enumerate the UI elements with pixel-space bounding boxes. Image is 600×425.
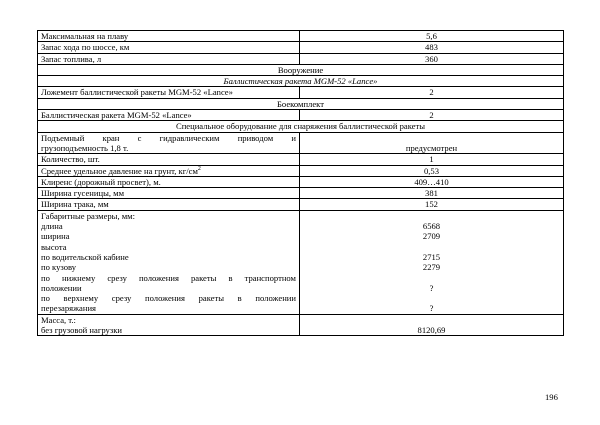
dims-title: Габаритные размеры, мм: [41,210,136,221]
row-value-crane: предусмотрен [300,132,564,154]
row-value-fuel: 360 [300,53,564,64]
row-label-track-link: Ширина трака, мм [38,199,300,210]
row-label-count: Количество, шт. [38,154,300,165]
dims-transport-value: ? [429,282,434,293]
dims-height-label: высота [41,241,67,252]
table-row [38,31,564,42]
dims-transport-line-1: по нижнему срезу положения ракеты в транспортном [41,272,296,283]
row-label-crane [38,132,300,154]
row-value-count: 1 [300,154,564,165]
mass-label: без грузовой нагрузки [41,325,122,336]
ground-pressure-text: Среднее удельное давление на грунт, кг/см [41,165,198,176]
table-row [38,188,564,199]
row-value-ammo-missile: 2 [300,110,564,121]
mass-value: 8120,69 [417,325,446,336]
dims-body-value: 2279 [422,262,441,273]
row-label-fuel: Запас топлива, л [38,53,300,64]
dims-width-value: 2709 [422,231,441,242]
section-ammo-heading: Боекомплект [38,98,564,109]
dims-cab-value: 2715 [422,251,441,262]
table-row [38,98,564,109]
table-row [38,176,564,187]
table-row [38,165,564,176]
ground-pressure-sup: 2 [197,165,201,172]
table-row [38,314,564,336]
crane-line-2: грузоподъемность 1,8 т. [41,142,129,153]
table-row [38,87,564,98]
section-armament-heading: Вооружение [38,64,564,75]
row-value-clearance: 409…410 [300,176,564,187]
dims-reload-line-1: по верхнему срезу положения ракеты в положении [41,293,296,304]
table-row [38,199,564,210]
row-label-track-width: Ширина гусеницы, мм [38,188,300,199]
row-value-range: 483 [300,42,564,53]
row-label-dimensions [38,210,300,314]
dims-transport-line-2: положении [41,282,82,293]
table-row [38,76,564,87]
mass-title: Масса, т.: [41,314,76,325]
table-row [38,121,564,132]
section-special-equipment-heading: Специальное оборудование для снаряжения баллистической ракеты [38,121,564,132]
row-value-track-width: 381 [300,188,564,199]
table-row [38,210,564,314]
row-value-ground-pressure: 0,53 [300,165,564,176]
row-value-max-afloat: 5,6 [300,31,564,42]
dims-body-label: по кузову [41,262,77,273]
page-number: 196 [545,392,558,402]
row-value-track-link: 152 [300,199,564,210]
subsection-missile-heading: Баллистическая ракета MGM-52 «Lance» [38,76,564,87]
row-label-range: Запас хода по шоссе, км [38,42,300,53]
dims-reload-line-2: перезаряжания [41,303,96,314]
dims-reload-value: ? [429,303,434,314]
row-label-ammo-missile: Баллистическая ракета MGM-52 «Lance» [38,110,300,121]
table-row [38,64,564,75]
dims-length-value: 6568 [422,221,441,232]
table-row [38,42,564,53]
crane-line-1: Подъемный кран с гидравлическим приводом и [41,132,296,143]
table-row [38,132,564,154]
row-label-lodgement: Ложемент баллистической ракеты MGM-52 «Lance» [38,87,300,98]
specifications-table [37,30,564,336]
table-row [38,53,564,64]
table-row [38,110,564,121]
row-value-dimensions [300,210,564,314]
table-row [38,154,564,165]
row-value-lodgement: 2 [300,87,564,98]
dims-length-label: длина [41,221,63,232]
dims-cab-label: по водительской кабине [41,251,129,262]
row-label-max-afloat: Максимальная на плаву [38,31,300,42]
row-value-mass [300,314,564,336]
row-label-mass [38,314,300,336]
row-label-clearance: Клиренс (дорожный просвет), м. [38,176,300,187]
row-label-ground-pressure [38,165,300,176]
dims-width-label: ширина [41,231,70,242]
